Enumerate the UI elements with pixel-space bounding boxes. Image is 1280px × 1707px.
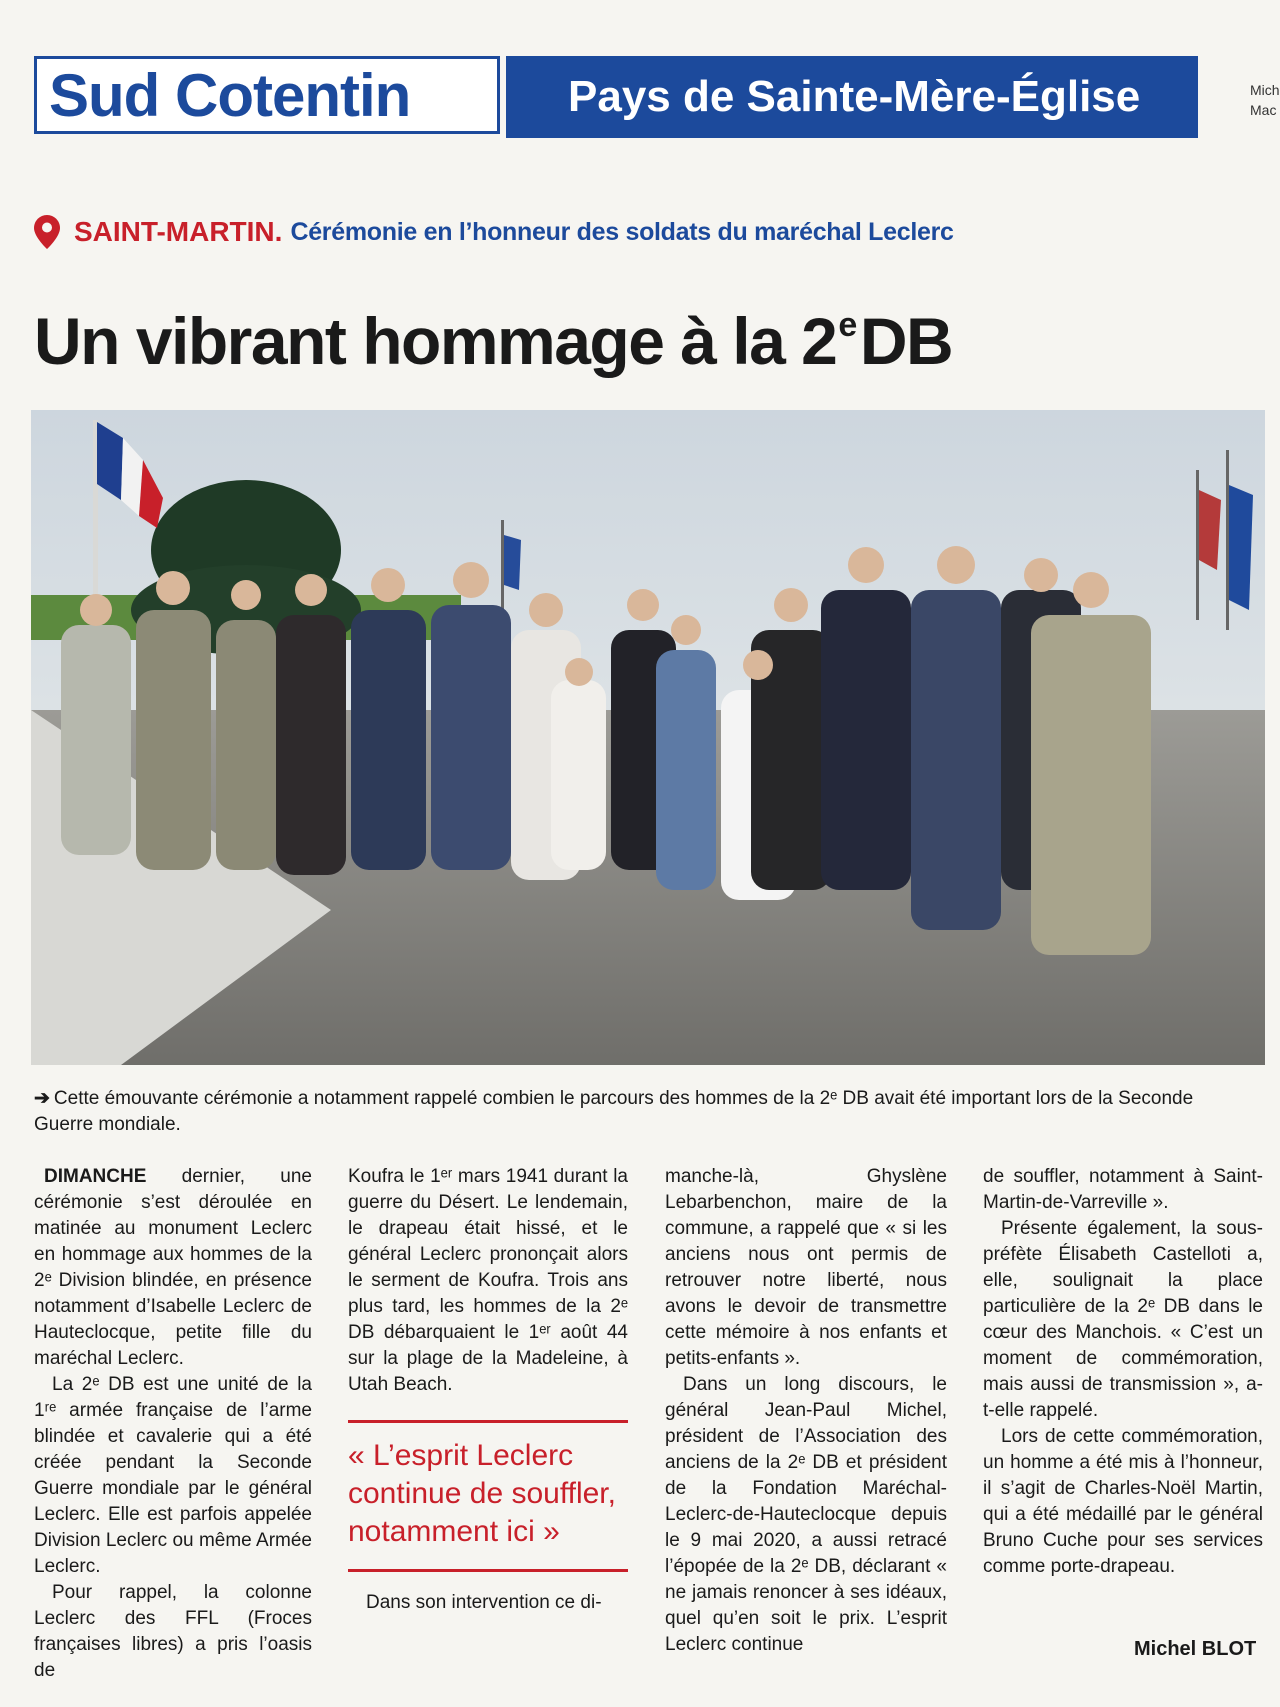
caption-text: Cette émouvante cérémonie a notamment rappelé combien le parcours des hommes de la 2ᵉ DB avait été important lors de la Seconde Guerre mondiale. <box>34 1088 1194 1135</box>
headline-text: Un vibrant hommage à la 2 <box>34 304 837 378</box>
photo-image <box>31 410 1265 1065</box>
paragraph-4: Koufra le 1ᵉʳ mars 1941 durant la guerre du Désert. Le lendemain, le drapeau était hissé, et le général Leclerc prononçait alors le serment de Koufra. Trois ans plus tard, les hommes de la 2ᵉ DB débarquaient le 1ᵉʳ août 44 sur la plage de la Madeleine, à Utah Beach. <box>348 1166 628 1395</box>
paragraph-10: Lors de cette commémoration, un homme a été mis à l’honneur, il s’agit de Charles-Noël Martin, qui a été médaillé par le général Bruno Cuche pour ses services comme porte-drapeau. <box>983 1426 1263 1577</box>
article-column-2 <box>348 1164 628 1616</box>
headline-end: DB <box>859 304 953 378</box>
area-banner <box>506 56 1198 138</box>
headline <box>34 285 952 381</box>
paragraph-2: La 2ᵉ DB est une unité de la 1ʳᵉ armée française de l’arme blindée et cavalerie qui a été créée pendant la Seconde Guerre mondiale par le général Leclerc. Elle est parfois appelée Division Leclerc ou même Armée Leclerc. <box>34 1374 312 1577</box>
caption-arrow-icon: ➔ <box>34 1088 50 1109</box>
lead-word: DIMANCHE <box>44 1166 147 1187</box>
article-column-3 <box>665 1164 947 1658</box>
pull-quote-text: « L’esprit Leclerc continue de souffler, notamment ici » <box>348 1439 616 1548</box>
section-title: Sud Cotentin <box>49 61 411 129</box>
headline-superscript: e <box>838 306 856 344</box>
paragraph-6: manche-là, Ghyslène Lebarbenchon, maire de la commune, a rappelé que « si les anciens nous ont permis de retrouver notre liberté, nous avons le devoir de transmettre cette mémoire à nos enfants et petits-enfants ». <box>665 1166 947 1369</box>
masthead <box>34 56 1238 138</box>
paragraph-7: Dans un long discours, le général Jean-Paul Michel, président de l’Association des anciens de la 2ᵉ DB et président de la Fondation Maréchal-Leclerc-de-Hauteclocque depuis le 9 mai 2020, a aussi retracé l’épopée de la 2ᵉ DB, déclarant « ne jamais renoncer à ses idéaux, quel qu’en soit le prix. L’esprit Leclerc continue <box>665 1374 947 1655</box>
paragraph-3: Pour rappel, la colonne Leclerc des FFL (Froces françaises libres) a pris l’oasis de <box>34 1582 312 1681</box>
paragraph-1-text: dernier, une cérémonie s’est déroulée en matinée au monument Leclerc en hommage aux hommes de la 2ᵉ Division blindée, en présence notamment d’Isabelle Leclerc de Hauteclocque, petite fille du maréchal Leclerc. <box>34 1166 312 1369</box>
ceremony-photo <box>31 410 1265 1065</box>
kicker-topic: Cérémonie en l’honneur des soldats du maréchal Leclerc <box>290 217 954 246</box>
paragraph-1 <box>34 1164 312 1372</box>
location-pin-icon <box>34 215 60 249</box>
kicker-place: SAINT-MARTIN. <box>74 216 283 247</box>
kicker <box>34 212 954 252</box>
article-column-4 <box>983 1164 1263 1580</box>
byline-signature: Michel BLOT <box>1134 1638 1257 1660</box>
pull-quote <box>348 1420 628 1572</box>
paragraph-5: Dans son intervention ce di- <box>366 1592 602 1613</box>
photo-caption <box>34 1086 1234 1138</box>
article-column-1 <box>34 1164 312 1684</box>
paragraph-9: Présente également, la sous-préfète Élisabeth Castelloti a, elle, soulignait la place particulière de la 2ᵉ DB dans le cœur des Manchois. « C’est un moment de commémoration, mais aussi de transmission », a-t-elle rappelé. <box>983 1218 1263 1421</box>
paragraph-8: de souffler, notamment à Saint-Martin-de-Varreville ». <box>983 1166 1263 1213</box>
masthead-author-cut: Mich Mac <box>1250 82 1280 118</box>
section-label-box <box>34 56 500 134</box>
area-title: Pays de Sainte-Mère-Église <box>568 72 1141 121</box>
